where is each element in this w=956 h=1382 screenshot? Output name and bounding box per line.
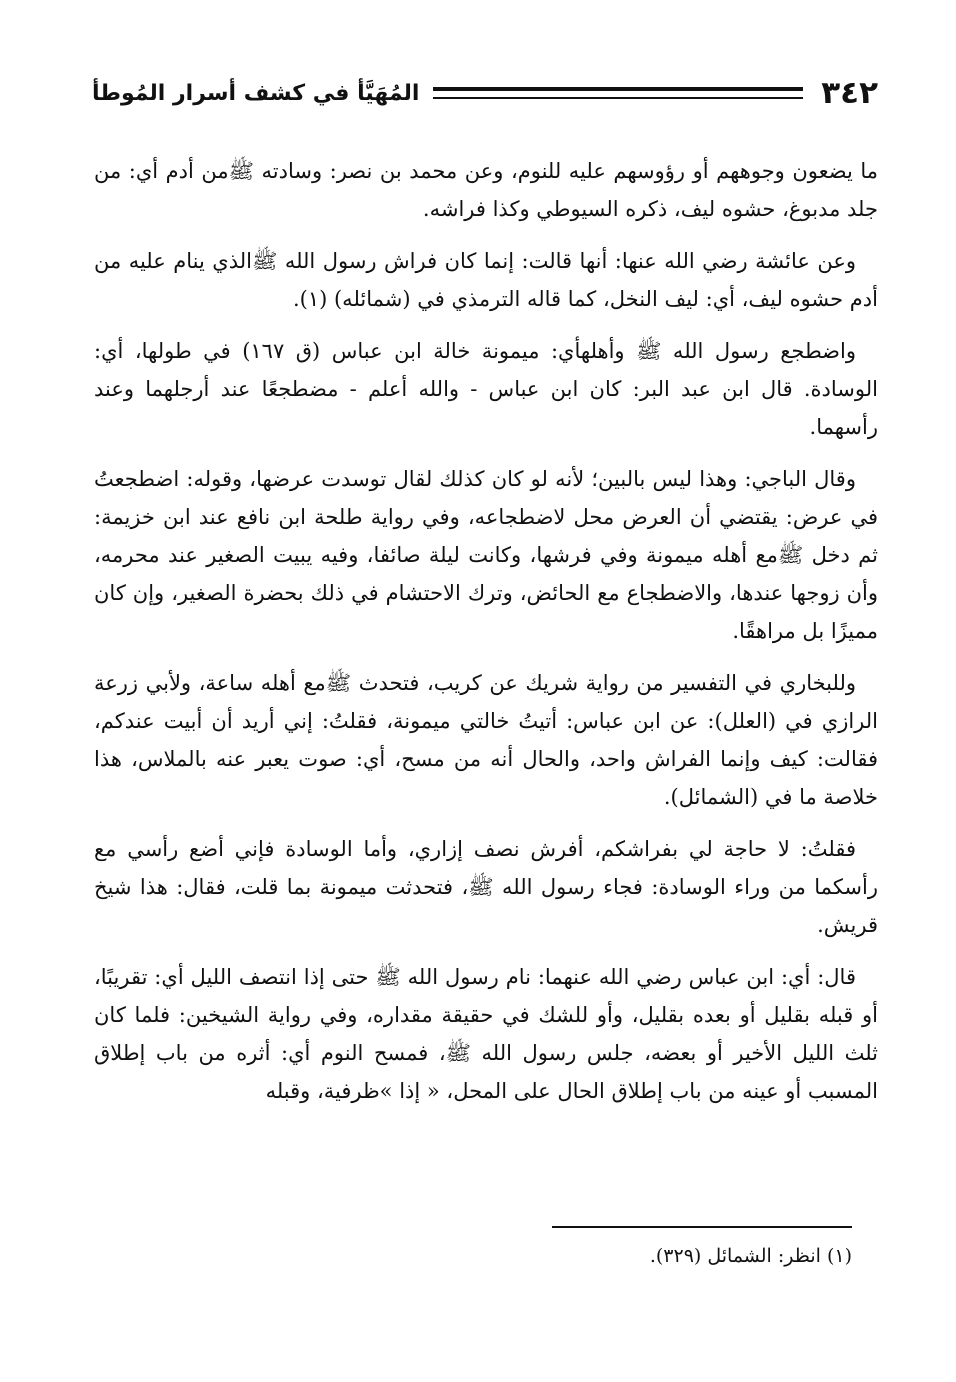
paragraph: وللبخاري في التفسير من رواية شريك عن كريب، فتحدث ﷺمع أهله ساعة، ولأبي زرعة الرازي في (العلل): عن ابن عباس: أتيتُ خالتي ميمونة، فقلتُ: إني أريد أن أبيت عندكم، فقالت: كيف وإنما الفراش واحد، والحال أنه من مسح، أي: صوت يعبر عنه بالملاس، هذا خلاصة ما في (الشمائل).: [94, 671, 878, 809]
paragraph: واضطجع رسول الله ﷺ وأهلهأي: ميمونة خالة ابن عباس (ق ١٦٧) في طولها، أي: الوسادة. قال ابن عبد البر: كان ابن عباس - والله أعلم - مضطجعًا عند أرجلهما وعند رأسهما.: [94, 339, 878, 439]
footnote: (١) انظر: الشمائل (٣٢٩).: [649, 1245, 852, 1267]
paragraph: قال: أي: ابن عباس رضي الله عنهما: نام رسول الله ﷺ حتى إذا انتصف الليل أي: تقريبًا، أو قبله بقليل أو بعده بقليل، وأو للشك في حقيقة مقداره، وفي رواية الشيخين: فلما كان ثلث الليل الأخير أو بعضه، جلس رسول الله ﷺ، فمسح النوم أي: أثره من باب إطلاق المسبب أو عينه من باب إطلاق الحال على المحل، « إذا »ظرفية، وقبله: [94, 965, 878, 1103]
footnote-separator: [552, 1226, 852, 1228]
paragraph: ما يضعون وجوههم أو رؤوسهم عليه للنوم، وعن محمد بن نصر: وسادته ﷺمن أدم أي: من جلد مدبوغ، حشوه ليف، ذكره السيوطي وكذا فراشه.: [94, 159, 878, 221]
paragraph: فقلتُ: لا حاجة لي بفراشكم، أفرش نصف إزاري، وأما الوسادة فإني أضع رأسي مع رأسكما من وراء الوسادة: فجاء رسول الله ﷺ، فتحدثت ميمونة بما قلت، فقال: هذا شيخ قريش.: [94, 837, 878, 937]
page-number: ٣٤٢: [821, 75, 878, 111]
running-title: المُهَيَّأ في كشف أسرار المُوطأ: [92, 80, 420, 106]
main-text: [94, 152, 878, 1124]
header-double-rule: [433, 87, 803, 99]
paragraph: وقال الباجي: وهذا ليس بالبين؛ لأنه لو كان كذلك لقال توسدت عرضها، وقوله: اضطجعتُ في عرض: يقتضي أن العرض محل لاضطجاعه، وفي رواية طلحة ابن نافع عند ابن خزيمة: ثم دخل ﷺمع أهله ميمونة وفي فرشها، وكانت ليلة صائفا، وفيه يبيت الصغير عند محرمه، وأن زوجها عندها، والاضطجاع مع الحائض، وترك الاحتشام في ذلك بحضرة الصغير، وإن كان مميزًا بل مراهقًا.: [94, 467, 878, 643]
page-header: [92, 68, 878, 118]
paragraph: وعن عائشة رضي الله عنها: أنها قالت: إنما كان فراش رسول الله ﷺالذي ينام عليه من أدم حشوه ليف، أي: ليف النخل، كما قاله الترمذي في (شمائله) (١).: [94, 249, 878, 311]
